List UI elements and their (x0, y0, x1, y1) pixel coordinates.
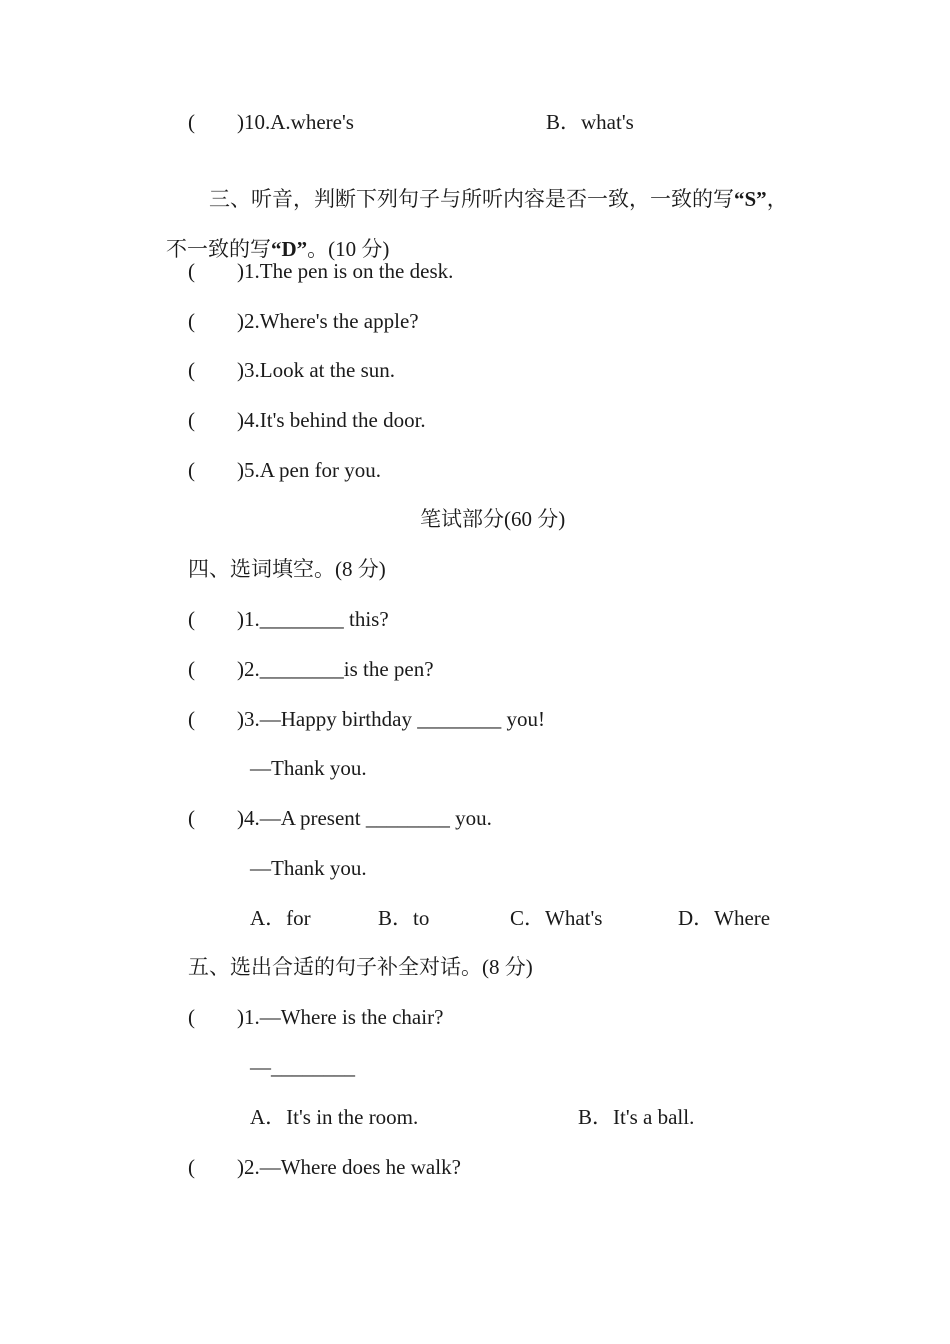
section3-title-part4: 。(10 分) (307, 237, 390, 261)
section5-question-2: ( )2.—Where does he walk? (188, 1155, 461, 1179)
section5-question-1: ( )1.—Where is the chair? (188, 1005, 444, 1029)
section3-item: ( )4.It's behind the door. (188, 408, 426, 432)
section4-item: ( )3.—Happy birthday ________ you! (188, 707, 545, 731)
written-section-heading: 笔试部分(60 分) (420, 507, 566, 531)
section4-reply: —Thank you. (250, 856, 367, 880)
section3-item: ( )1.The pen is on the desk. (188, 259, 454, 283)
section4-item: ( )1.________ this? (188, 607, 389, 631)
q10-question: ( )10.A.where's (188, 110, 354, 134)
section4-title: 四、选词填空。(8 分) (188, 557, 386, 581)
section5-option-b: B．It's a ball. (578, 1105, 695, 1129)
section3-item: ( )2.Where's the apple? (188, 309, 419, 333)
section3-s-mark: “S” (734, 187, 767, 211)
section4-item: ( )2.________is the pen? (188, 657, 434, 681)
section4-option-c: C．What's (510, 906, 603, 930)
q10-option-b: B．what's (546, 110, 634, 134)
section4-option-d: D．Where (678, 906, 771, 930)
section4-reply: —Thank you. (250, 756, 367, 780)
section5-option-a: A．It's in the room. (250, 1105, 419, 1129)
section4-item: ( )4.—A present ________ you. (188, 806, 492, 830)
section3-title-part2: ， (766, 187, 788, 211)
section3-item: ( )3.Look at the sun. (188, 358, 396, 382)
section4-option-a: A．for (250, 906, 311, 930)
section3-title-part1: 三、听音，判断下列句子与所听内容是否一致，一致的写 (209, 187, 734, 211)
section3-item: ( )5.A pen for you. (188, 458, 382, 482)
section5-title: 五、选出合适的句子补全对话。(8 分) (188, 955, 533, 979)
section4-option-b: B．to (378, 906, 430, 930)
section3-d-mark: “D” (271, 237, 308, 261)
section3-title-part3: 不一致的写 (166, 237, 271, 261)
section5-answer-blank: —________ (250, 1055, 355, 1079)
